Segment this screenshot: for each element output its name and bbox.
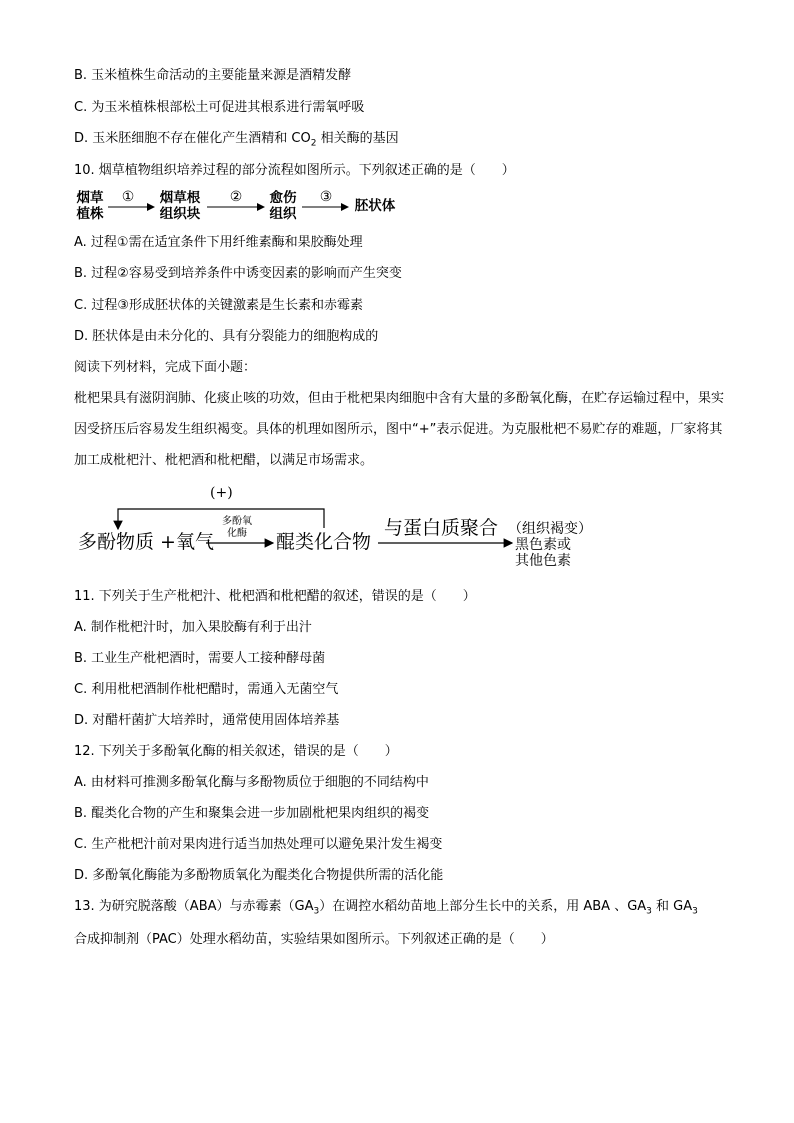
substrate-label: 多酚物质 +氧气 — [78, 531, 214, 553]
q9-option-d-text-a: D. 玉米胚细胞不存在催化产生酒精和 CO — [74, 131, 311, 146]
q10-option-c: C. 过程③形成胚状体的关键激素是生长素和赤霉素 — [74, 298, 363, 313]
enzyme-label-line1: 多酚氧 — [222, 516, 252, 527]
q9-option-d-text-b: 相关酶的基因 — [316, 131, 399, 146]
q13-sub-1: 3 — [313, 906, 320, 917]
q12-option-b: B. 醌类化合物的产生和聚集会进一步加剧枇杷果肉组织的褐变 — [74, 806, 430, 821]
q13-text-c: 和 GA — [651, 899, 693, 914]
q12-option-d: D. 多酚氧化酶能为多酚物质氧化为醌类化合物提供所需的活化能 — [74, 868, 444, 883]
q10-option-b: B. 过程②容易受到培养条件中诱变因素的影响而产生突变 — [74, 266, 402, 281]
q13-sub-3: 3 — [692, 906, 698, 917]
q11-stem: 11. 下列关于生产枇杷汁、枇杷酒和枇杷醋的叙述，错误的是（ ） — [74, 589, 476, 604]
flow-step-3: ③ — [319, 189, 333, 205]
q10-option-d: D. 胚状体是由未分化的、具有分裂能力的细胞构成的 — [74, 329, 379, 344]
flow-node-embryoid: 胚状体 — [354, 198, 396, 214]
flow-step-2: ② — [229, 189, 243, 205]
q12-stem: 12. 下列关于多酚氧化酶的相关叙述，错误的是（ ） — [74, 744, 398, 759]
q13-text-b: ）在调控水稻幼苗地上部分生长中的关系，用 ABA 、GA — [319, 899, 647, 914]
flow-node-root-line2: 组织块 — [159, 206, 201, 222]
q11-option-d: D. 对醋杆菌扩大培养时，通常使用固体培养基 — [74, 713, 340, 728]
enzyme-label-line2: 化酶 — [227, 528, 247, 539]
other-pigments-label: 其他色素 — [515, 553, 571, 569]
q9-option-b: B. 玉米植株生命活动的主要能量来源是酒精发酵 — [74, 68, 352, 83]
flow-node-plant-line2: 植株 — [76, 206, 104, 222]
q11-option-b: B. 工业生产枇杷酒时，需要人工接种酵母菌 — [74, 651, 326, 666]
material-intro: 阅读下列材料，完成下面小题： — [74, 360, 257, 375]
promotion-label: (+) — [210, 485, 233, 501]
q13-sub-2: 3 — [646, 906, 652, 917]
flow-node-callus-line2: 组织 — [269, 206, 297, 222]
q13-text-a: 13. 为研究脱落酸（ABA）与赤霉素（GA — [74, 899, 314, 914]
q10-stem: 10. 烟草植物组织培养过程的部分流程如图所示。下列叙述正确的是（ ） — [74, 163, 515, 178]
reaction-label: 与蛋白质聚合 — [384, 517, 499, 539]
browning-label: （组织褐变） — [508, 521, 592, 537]
flow-node-plant-line1: 烟草 — [76, 190, 104, 206]
q9-option-c: C. 为玉米植株根部松土可促进其根系进行需氧呼吸 — [74, 100, 365, 115]
q11-option-c: C. 利用枇杷酒制作枇杷醋时，需通入无菌空气 — [74, 682, 339, 697]
q10-option-a: A. 过程①需在适宜条件下用纤维素酶和果胶酶处理 — [74, 235, 363, 250]
feedback-loop-line — [118, 509, 324, 529]
q11-option-a: A. 制作枇杷汁时，加入果胶酶有利于出汁 — [74, 620, 312, 635]
q12-option-a: A. 由材料可推测多酚氧化酶与多酚物质位于细胞的不同结构中 — [74, 775, 429, 790]
flow-step-1: ① — [121, 189, 135, 205]
melanin-label: 黑色素或 — [515, 537, 571, 553]
quinone-label: 醌类化合物 — [276, 531, 372, 553]
q13-stem-line2: 合成抑制剂（PAC）处理水稻幼苗，实验结果如图所示。下列叙述正确的是（ ） — [74, 932, 554, 947]
q12-option-c: C. 生产枇杷汁前对果肉进行适当加热处理可以避免果汁发生褐变 — [74, 837, 443, 852]
flow-node-callus-line1: 愈伤 — [269, 190, 297, 206]
flow-node-root-line1: 烟草根 — [159, 190, 201, 206]
q9-option-d-subscript: 2 — [310, 138, 317, 149]
material-text: 枇杷果具有滋阴润肺、化痰止咳的功效，但由于枇杷果肉细胞中含有大量的多酚氧化酶，在贮存运输过程中，果实因受挤压后容易发生组织褐变。具体的机理如图所示，图中“+”表示促进。为克服枇杷不易贮存的难题，厂家将其加工成枇杷汁、枇杷酒和枇杷醋，以满足市场需求。 — [74, 391, 725, 468]
